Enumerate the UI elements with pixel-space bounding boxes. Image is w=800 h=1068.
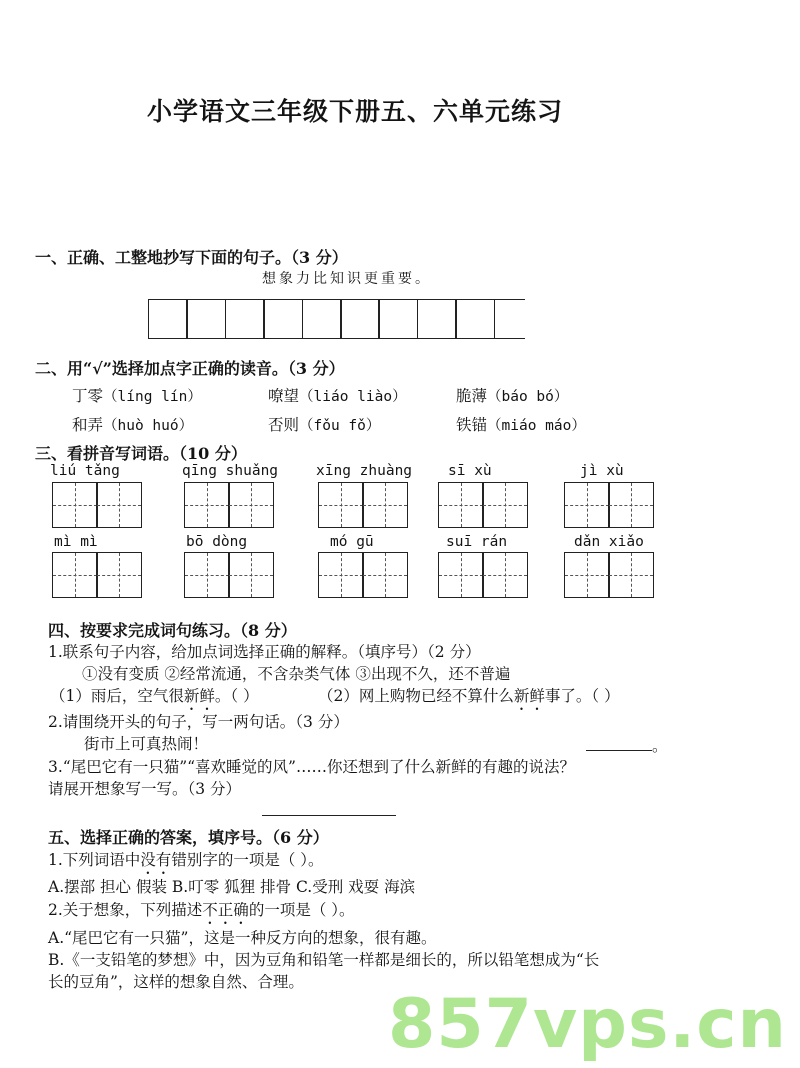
writing-grid[interactable] xyxy=(318,482,408,528)
section-3-heading: 三、看拼音写词语。（10 分） xyxy=(35,444,247,463)
pinyin-label: bō dòng xyxy=(186,534,248,550)
writing-grid[interactable] xyxy=(184,552,274,598)
option-list: A.摆部 担心 假装 B.叮零 狐狸 排骨 C.受刑 戏耍 海滨 xyxy=(48,878,416,896)
question-4-3-b: 请展开想象写一写。（3 分） xyxy=(48,780,242,798)
option-a: A.“尾巴它有一只猫”，这是一种反方向的想象，很有趣。 xyxy=(48,929,437,947)
question-4-1: 1.联系句子内容，给加点词选择正确的解释。（填序号）（2 分） xyxy=(48,643,481,661)
writing-grid[interactable] xyxy=(564,552,654,598)
writing-grid[interactable] xyxy=(318,552,408,598)
pinyin-label: mó gū xyxy=(330,534,374,550)
pinyin-label: suī rán xyxy=(446,534,508,550)
writing-grid[interactable] xyxy=(52,552,142,598)
writing-grid[interactable] xyxy=(438,552,528,598)
watermark: 857vps.cn xyxy=(388,985,787,1064)
pinyin-label: qīng shuǎng xyxy=(182,463,279,479)
page-title: 小学语文三年级下册五、六单元练习 xyxy=(146,97,563,126)
writing-grid[interactable] xyxy=(438,482,528,528)
pinyin-label: sī xù xyxy=(448,463,492,479)
pron-item[interactable]: 脆薄（báo bó） xyxy=(456,387,569,405)
option-list: ①没有变质 ②经常流通，不含杂类气体 ③出现不久，还不普遍 xyxy=(82,665,511,683)
section-5-heading: 五、选择正确的答案，填序号。（6 分） xyxy=(48,828,329,847)
pron-item[interactable]: 丁零（líng lín） xyxy=(72,387,202,405)
pinyin-label: xīng zhuàng xyxy=(316,463,413,479)
pinyin-label: mì mì xyxy=(54,534,98,550)
pinyin-label: jì xù xyxy=(580,463,624,479)
sentence-end: 。 xyxy=(652,737,668,755)
question-5-2: 2.关于想象，下列描述不正确的一项是（ ）。 xyxy=(48,901,355,919)
copy-sentence: 想象力比知识更重要。 xyxy=(262,271,432,287)
question-4-1-a: （1）雨后，空气很新鲜。（ ） xyxy=(50,687,259,705)
pinyin-label: dǎn xiǎo xyxy=(574,534,644,550)
section-1-heading: 一、正确、工整地抄写下面的句子。（3 分） xyxy=(35,248,348,267)
question-5-1: 1.下列词语中没有错别字的一项是（ ）。 xyxy=(48,851,324,869)
question-4-2: 2.请围绕开头的句子，写一两句话。（3 分） xyxy=(48,713,349,731)
pinyin-label: liú tǎng xyxy=(50,463,120,479)
question-4-1-b: （2）网上购物已经不算什么新鲜事了。（ ） xyxy=(318,687,620,705)
pron-item[interactable]: 和弄（huò huó） xyxy=(72,416,194,434)
question-4-3: 3.“尾巴它有一只猫”“喜欢睡觉的风”……你还想到了什么新鲜的有趣的说法？ xyxy=(48,758,575,776)
sentence-start: 街市上可真热闹！ xyxy=(84,735,209,753)
answer-line[interactable] xyxy=(586,750,652,751)
writing-grid[interactable] xyxy=(52,482,142,528)
option-b-cont: 长的豆角”，这样的想象自然、合理。 xyxy=(48,973,304,991)
writing-grid[interactable] xyxy=(184,482,274,528)
answer-line[interactable] xyxy=(262,815,396,816)
pron-item[interactable]: 铁锚（miáo máo） xyxy=(456,416,586,434)
pron-item[interactable]: 否则（fǒu fǒ） xyxy=(268,416,381,434)
writing-grid[interactable] xyxy=(564,482,654,528)
section-4-heading: 四、按要求完成词句练习。（8 分） xyxy=(48,621,297,640)
section-2-heading: 二、用“√”选择加点字正确的读音。（3 分） xyxy=(35,359,345,378)
pron-item[interactable]: 嘹望（liáo liào） xyxy=(268,387,407,405)
option-b: B.《一支铅笔的梦想》中，因为豆角和铅笔一样都是细长的，所以铅笔想成为“长 xyxy=(48,951,600,969)
copy-writing-boxes[interactable] xyxy=(148,299,525,339)
